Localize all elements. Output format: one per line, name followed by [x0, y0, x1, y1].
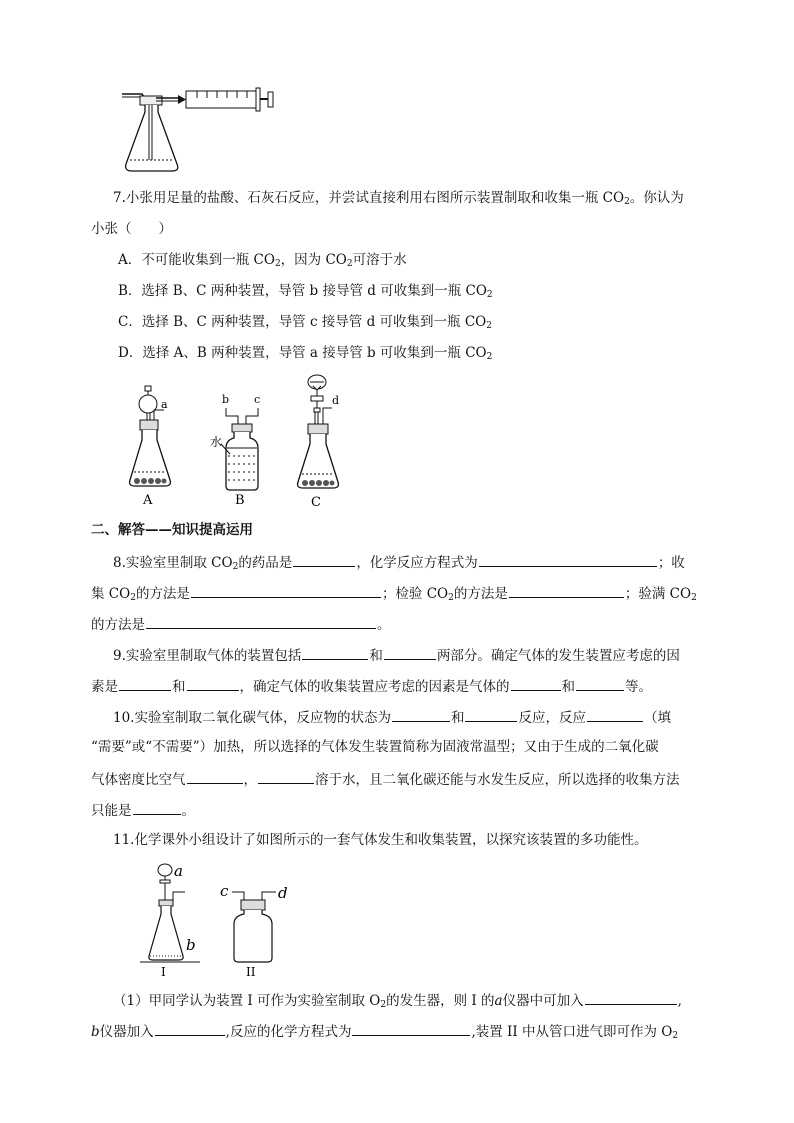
answer-blank[interactable] [191, 583, 381, 598]
label-water: 水 [210, 435, 223, 449]
q11-part1-line2: b仪器加入 ,反应的化学方程式为 ,装置 II 中从管口进气即可作为 $O_2$ [91, 1021, 678, 1041]
apparatus-ii [220, 882, 288, 979]
answer-blank[interactable] [585, 990, 677, 1005]
answer-blank[interactable] [576, 676, 624, 691]
q8-line1: 8.实验室里制取 $CO_2$的药品是 ，化学反应方程式为 ；收 [113, 552, 685, 572]
label-I: I [161, 965, 166, 979]
q7-option-a: A．不可能收集到一瓶 $CO_2$，因为 $CO_2$可溶于水 [118, 252, 407, 269]
q8-line2: 集 $CO_2$的方法是 ；检验 $CO_2$的方法是 ；验满 $CO_2$ [91, 583, 697, 603]
q8-line3: 的方法是 。 [91, 614, 391, 634]
q10-line2: “需要”或“不需要”）加热，所以选择的气体发生装置简称为固液常温型；又由于生成的二氧化碳 [91, 739, 659, 755]
label-c-italic: c [220, 882, 229, 900]
answer-blank[interactable] [258, 769, 314, 784]
answer-blank[interactable] [511, 676, 561, 691]
answer-blank[interactable] [465, 707, 517, 722]
label-c: c [254, 393, 261, 406]
answer-blank[interactable] [384, 645, 436, 660]
answer-blank[interactable] [392, 707, 450, 722]
answer-blank[interactable] [187, 676, 239, 691]
label-A: A [143, 493, 153, 508]
answer-blank[interactable] [119, 676, 171, 691]
q7-option-d: D．选择 A、B 两种装置，导管 a 接导管 b 可收集到一瓶 $CO_2$ [118, 345, 493, 362]
apparatus-b [210, 393, 260, 508]
apparatus-c [298, 375, 339, 510]
apparatus-abc-figure [120, 368, 360, 514]
q7-stem-line1: 7.小张用足量的盐酸、石灰石反应，并尝试直接利用右图所示装置制取和收集一瓶 $CO_2$。你认为 [113, 190, 684, 207]
q9-line1: 9.实验室里制取气体的装置包括 和 两部分。确定气体的发生装置应考虑的因 [113, 645, 680, 665]
answer-blank[interactable] [187, 769, 243, 784]
apparatus-a [130, 386, 171, 508]
apparatus-i [140, 862, 200, 979]
answer-blank[interactable] [352, 1021, 470, 1036]
answer-blank[interactable] [302, 645, 368, 660]
q7-stem-line2: 小张（ ） [91, 221, 172, 237]
q10-line3: 气体密度比空气 ， 溶于水，且二氧化碳还能与水发生反应，所以选择的收集方法 [91, 769, 680, 789]
q7-option-c: C．选择 B、C 两种装置，导管 c 接导管 d 可收集到一瓶 $CO_2$ [118, 314, 492, 331]
apparatus-i-ii-figure [140, 858, 300, 980]
label-d: d [332, 394, 340, 407]
q11-stem: 11.化学课外小组设计了如图所示的一套气体发生和收集装置，以探究该装置的多功能性。 [113, 832, 648, 848]
label-a: a [161, 398, 168, 411]
q11-part1-line1: （1）甲同学认为装置 I 可作为实验室制取 $O_2$的发生器，则 I 的a仪器中可加入 , [113, 990, 682, 1010]
label-B: B [235, 493, 245, 508]
answer-blank[interactable] [146, 614, 376, 629]
answer-blank[interactable] [509, 583, 624, 598]
label-b-italic: b [186, 936, 196, 954]
answer-blank[interactable] [587, 707, 643, 722]
label-II: II [246, 965, 256, 979]
section-heading: 二、解答——知识提高运用 [91, 522, 253, 538]
q10-line4: 只能是 。 [91, 800, 195, 820]
q7-option-b: B．选择 B、C 两种装置，导管 b 接导管 d 可收集到一瓶 $CO_2$ [118, 283, 493, 300]
label-C: C [311, 495, 321, 510]
label-d-italic: d [278, 884, 288, 902]
answer-blank[interactable] [133, 800, 181, 815]
q10-line1: 10.实验室制取二氧化碳气体，反应物的状态为 和 反应，反应 （填 [113, 707, 671, 727]
answer-blank[interactable] [479, 552, 657, 567]
q9-line2: 素是 和 ，确定气体的收集装置应考虑的因素是气体的 和 等。 [91, 676, 652, 696]
label-a-italic: a [174, 862, 183, 880]
answer-blank[interactable] [155, 1021, 225, 1036]
flask-syringe-figure [112, 78, 277, 176]
label-b: b [222, 393, 230, 406]
answer-blank[interactable] [293, 552, 355, 567]
